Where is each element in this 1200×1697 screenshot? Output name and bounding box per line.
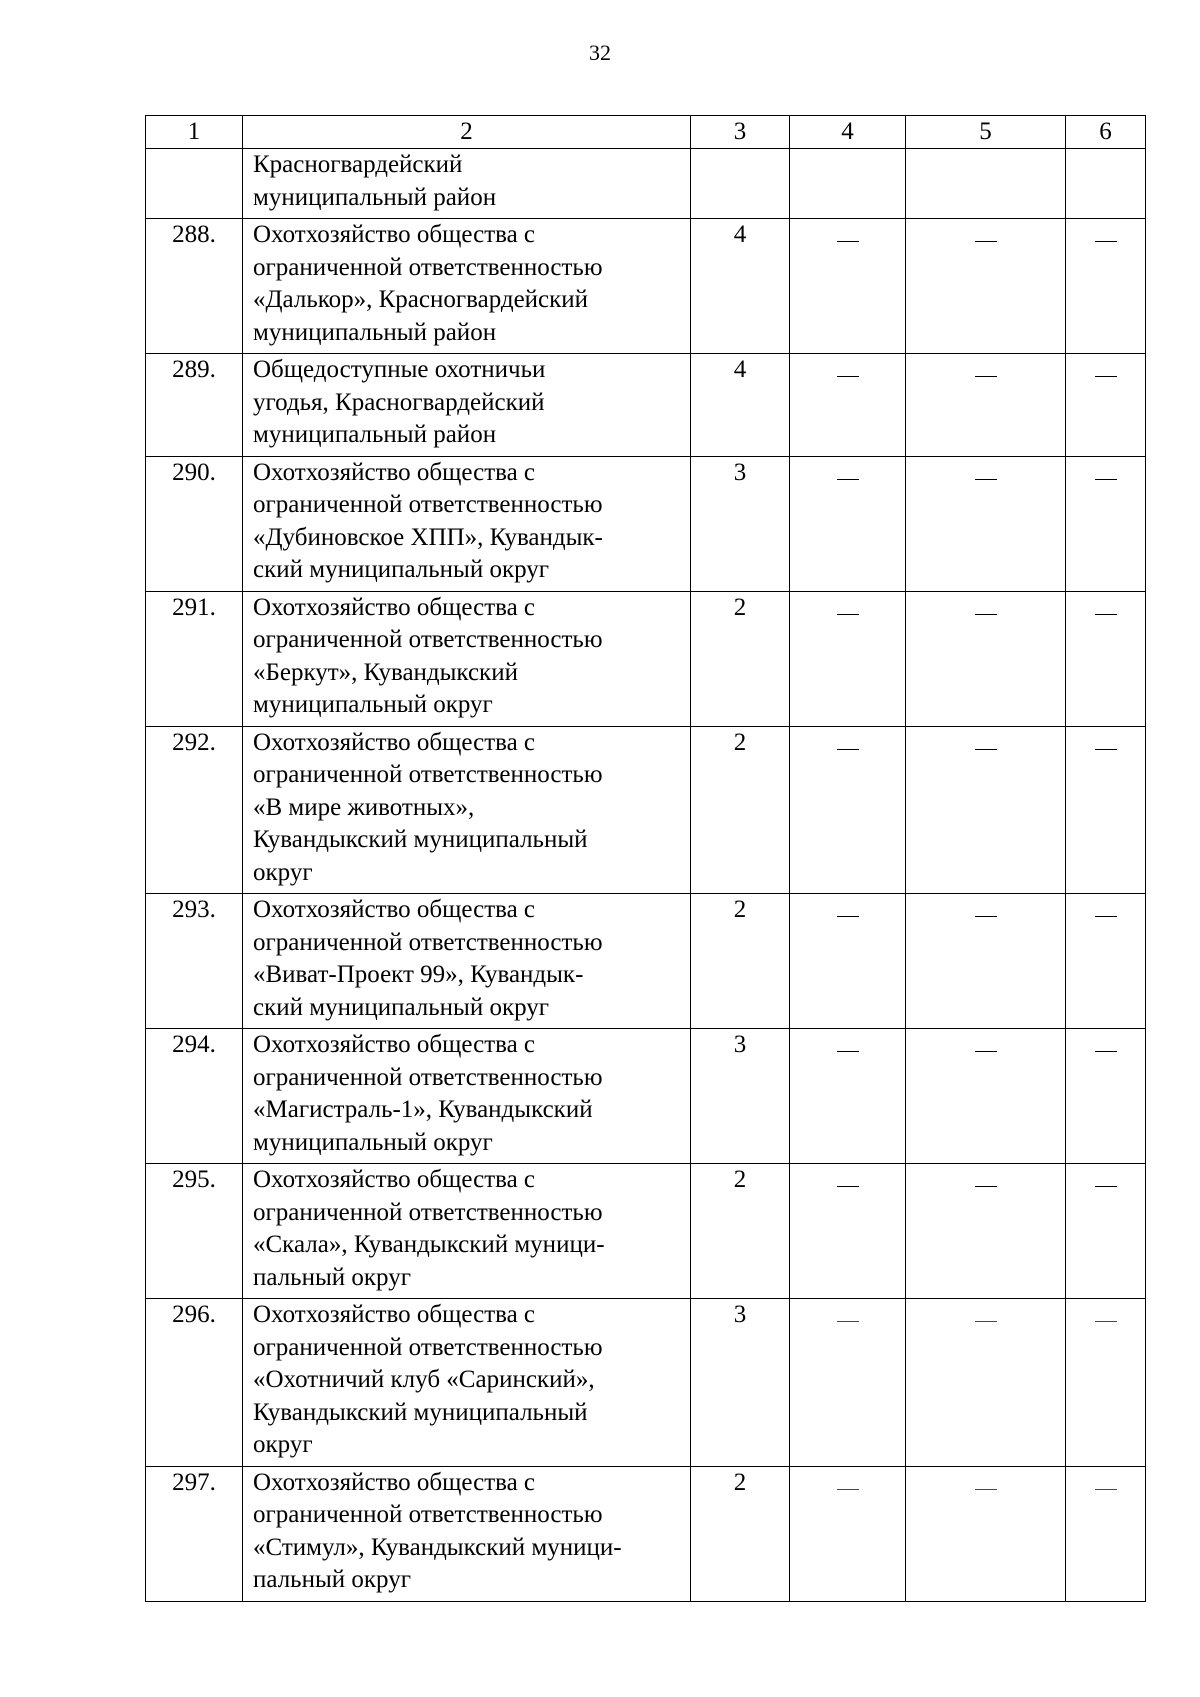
dash-mark [837,1051,859,1052]
row-number: 288. [146,219,243,354]
hunting-ground-name: Охотхозяйство общества с ограниченной ответственностью «Стимул», Кувандыкский муници- пальный округ [243,1466,691,1601]
table-row [146,591,1146,726]
column-6-value [1066,591,1146,726]
row-number: 295. [146,1164,243,1299]
column-4-value [790,1164,906,1299]
column-4-value [790,894,906,1029]
column-3-value [691,149,790,219]
column-header: 1 [146,116,243,149]
column-3-value: 3 [691,1029,790,1164]
column-4-value [790,726,906,894]
column-4-value [790,1466,906,1601]
column-3-value: 2 [691,1164,790,1299]
column-5-value [906,894,1066,1029]
dash-mark [1095,479,1117,480]
dash-mark [1095,1489,1117,1490]
column-6-value [1066,149,1146,219]
table-row [146,354,1146,457]
column-5-value [906,354,1066,457]
table-row [146,149,1146,219]
row-number: 292. [146,726,243,894]
dash-mark [1095,1321,1117,1322]
dash-mark [1095,614,1117,615]
dash-mark [1095,1051,1117,1052]
column-3-value: 4 [691,219,790,354]
row-number: 296. [146,1299,243,1467]
dash-mark [837,241,859,242]
table-row [146,894,1146,1029]
column-5-value [906,591,1066,726]
hunting-ground-name: Общедоступные охотничьи угодья, Красногвардейский муниципальный район [243,354,691,457]
row-number: 297. [146,1466,243,1601]
dash-mark [975,614,997,615]
dash-mark [837,749,859,750]
column-header: 2 [243,116,691,149]
column-6-value [1066,726,1146,894]
dash-mark [837,614,859,615]
table-row [146,1466,1146,1601]
hunting-ground-name: Красногвардейский муниципальный район [243,149,691,219]
column-header: 5 [906,116,1066,149]
column-6-value [1066,1299,1146,1467]
column-3-value: 3 [691,1299,790,1467]
column-6-value [1066,894,1146,1029]
dash-mark [975,916,997,917]
hunting-ground-name: Охотхозяйство общества с ограниченной ответственностью «В мире животных», Кувандыкский муниципальный округ [243,726,691,894]
column-4-value [790,591,906,726]
column-3-value: 2 [691,726,790,894]
dash-mark [975,1051,997,1052]
hunting-ground-name: Охотхозяйство общества с ограниченной ответственностью «Далькор», Красногвардейский муниципальный район [243,219,691,354]
hunting-ground-name: Охотхозяйство общества с ограниченной ответственностью «Беркут», Кувандыкский муниципальный округ [243,591,691,726]
dash-mark [837,916,859,917]
hunting-ground-name: Охотхозяйство общества с ограниченной ответственностью «Скала», Кувандыкский муници- пальный округ [243,1164,691,1299]
page-number: 32 [589,40,611,65]
hunting-ground-name: Охотхозяйство общества с ограниченной ответственностью «Дубиновское ХПП», Кувандык- ский муниципальный округ [243,456,691,591]
dash-mark [975,1321,997,1322]
column-3-value: 2 [691,591,790,726]
dash-mark [975,1489,997,1490]
column-6-value [1066,1164,1146,1299]
column-4-value [790,1029,906,1164]
dash-mark [975,1186,997,1187]
column-5-value [906,1164,1066,1299]
column-6-value [1066,219,1146,354]
table-row [146,726,1146,894]
row-number: 294. [146,1029,243,1164]
dash-mark [1095,749,1117,750]
column-5-value [906,149,1066,219]
column-3-value: 2 [691,894,790,1029]
column-6-value [1066,456,1146,591]
column-5-value [906,1029,1066,1164]
hunting-ground-name: Охотхозяйство общества с ограниченной ответственностью «Охотничий клуб «Саринский», Кувандыкский муниципальный округ [243,1299,691,1467]
dash-mark [975,376,997,377]
dash-mark [1095,1186,1117,1187]
row-number [146,149,243,219]
hunting-ground-name: Охотхозяйство общества с ограниченной ответственностью «Виват-Проект 99», Кувандык- ский муниципальный округ [243,894,691,1029]
column-header: 4 [790,116,906,149]
table-row [146,1164,1146,1299]
dash-mark [837,1186,859,1187]
column-3-value: 3 [691,456,790,591]
column-5-value [906,726,1066,894]
data-table [145,115,1146,1602]
row-number: 290. [146,456,243,591]
column-5-value [906,1299,1066,1467]
table-row [146,1029,1146,1164]
dash-mark [837,376,859,377]
column-4-value [790,1299,906,1467]
hunting-ground-name: Охотхозяйство общества с ограниченной ответственностью «Магистраль-1», Кувандыкский муниципальный округ [243,1029,691,1164]
column-4-value [790,354,906,457]
dash-mark [975,479,997,480]
column-4-value [790,149,906,219]
dash-mark [837,1321,859,1322]
table-header-row [146,116,1146,149]
column-5-value [906,1466,1066,1601]
column-5-value [906,219,1066,354]
column-3-value: 2 [691,1466,790,1601]
table-row [146,219,1146,354]
dash-mark [1095,376,1117,377]
row-number: 289. [146,354,243,457]
dash-mark [975,241,997,242]
dash-mark [975,749,997,750]
column-header: 3 [691,116,790,149]
dash-mark [1095,916,1117,917]
dash-mark [1095,241,1117,242]
dash-mark [837,479,859,480]
column-6-value [1066,354,1146,457]
column-6-value [1066,1029,1146,1164]
column-4-value [790,456,906,591]
column-5-value [906,456,1066,591]
row-number: 293. [146,894,243,1029]
table-row [146,1299,1146,1467]
column-3-value: 4 [691,354,790,457]
row-number: 291. [146,591,243,726]
table-row [146,456,1146,591]
column-6-value [1066,1466,1146,1601]
column-4-value [790,219,906,354]
dash-mark [837,1489,859,1490]
column-header: 6 [1066,116,1146,149]
